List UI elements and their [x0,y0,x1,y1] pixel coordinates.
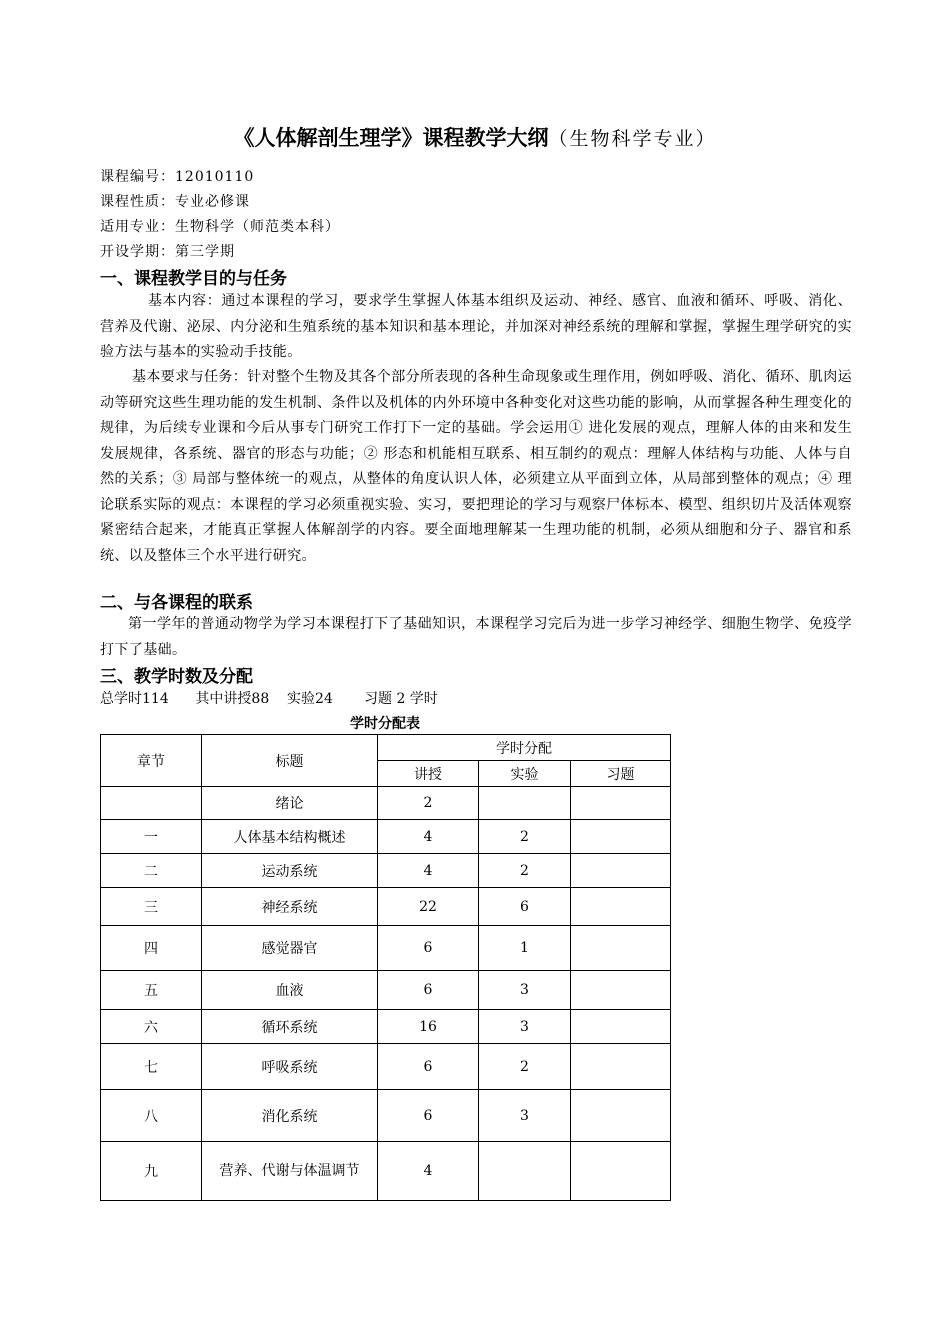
cell-lab: 1 [479,926,571,971]
cell-title: 消化系统 [202,1090,378,1142]
cell-title: 人体基本结构概述 [202,820,378,854]
cell-chapter: 一 [101,820,202,854]
cell-chapter: 二 [101,854,202,888]
title-subtitle: （生物科学专业） [548,128,717,150]
table-row [101,971,671,1010]
cell-lab [479,1142,571,1201]
cell-lecture: 2 [378,787,479,820]
cell-lecture: 4 [378,820,479,854]
cell-lecture: 22 [378,888,479,926]
section-heading-1: 一、课程教学目的与任务 [100,269,287,289]
table-row [101,1090,671,1142]
cell-chapter: 五 [101,971,202,1010]
section-heading-2: 二、与各课程的联系 [100,593,253,613]
course-type: 课程性质：专业必修课 [100,194,250,210]
cell-title: 感觉器官 [202,926,378,971]
cell-lecture: 4 [378,1142,479,1201]
cell-exercise [571,888,671,926]
cell-title: 营养、代谢与体温调节 [202,1142,378,1201]
table-row [101,1010,671,1044]
cell-exercise [571,1090,671,1142]
section-heading-3: 三、教学时数及分配 [100,667,253,687]
cell-chapter [101,787,202,820]
cell-lab: 6 [479,888,571,926]
cell-chapter: 九 [101,1142,202,1201]
table-row [101,1142,671,1201]
header-chapter: 章节 [101,735,202,787]
table-row [101,787,671,820]
cell-chapter: 六 [101,1010,202,1044]
cell-title: 循环系统 [202,1010,378,1044]
cell-title: 血液 [202,971,378,1010]
header-lecture: 讲授 [378,761,479,787]
cell-exercise [571,1010,671,1044]
table-row [101,820,671,854]
table-row [101,926,671,971]
cell-chapter: 三 [101,888,202,926]
cell-lab: 3 [479,1010,571,1044]
course-semester: 开设学期：第三学期 [100,244,235,260]
cell-lab: 3 [479,1090,571,1142]
section1-paragraph-2: 基本要求与任务：针对整个生物及其各个部分所表现的各种生命现象或生理作用，例如呼吸、消化、循环、肌肉运动等研究这些生理功能的发生机制、条件以及机体的内外环境中各种变化对这些功能的影响，从而掌握各种生理变化的规律，为后续专业课和今后从事专门研究工作打下一定的基础。学会运用① 进化发展的观点，理解人体的由来和发生发展规律，各系统、器官的形态与功能；② 形态和机能相互联系、相互制约的观点：理解人体结构与功能、人体与自然的关系；③ 局部与整体统一的观点，从整体的角度认识人体，必须建立从平面到立体，从局部到整体的观点；④ 理论联系实际的观点：本课程的学习必须重视实验、实习，要把理论的学习与观察尸体标本、模型、组织切片及活体观察紧密结合起来，才能真正掌握人体解剖学的内容。要全面地理解某一生理功能的机制，必须从细胞和分子、器官和系统、以及整体三个水平进行研究。 [100,369,852,564]
header-hours-group: 学时分配 [378,735,671,761]
cell-exercise [571,854,671,888]
cell-lab: 2 [479,1044,571,1090]
hours-distribution-table [100,734,671,1201]
table-row [101,888,671,926]
cell-exercise [571,926,671,971]
cell-lecture: 6 [378,926,479,971]
cell-lecture: 6 [378,971,479,1010]
cell-lab: 3 [479,971,571,1010]
cell-exercise [571,1142,671,1201]
cell-title: 呼吸系统 [202,1044,378,1090]
title-main: 《人体解剖生理学》课程教学大纲 [233,126,549,150]
cell-chapter: 七 [101,1044,202,1090]
cell-lecture: 6 [378,1044,479,1090]
header-title: 标题 [202,735,378,787]
table-caption: 学时分配表 [350,716,420,732]
table-row [101,1044,671,1090]
cell-lab [479,787,571,820]
header-lab: 实验 [479,761,571,787]
course-code: 课程编号：12010110 [100,169,255,185]
cell-lecture: 16 [378,1010,479,1044]
total-hours-line: 总学时114 其中讲授88 实验24 习题 2 学时 [100,691,438,707]
cell-title: 绪论 [202,787,378,820]
cell-lab: 2 [479,854,571,888]
section2-paragraph: 第一学年的普通动物学为学习本课程打下了基础知识，本课程学习完后为进一步学习神经学、细胞生物学、免疫学打下了基础。 [100,616,852,658]
course-major: 适用专业：生物科学（师范类本科） [100,219,340,235]
cell-exercise [571,971,671,1010]
cell-title: 神经系统 [202,888,378,926]
cell-chapter: 四 [101,926,202,971]
cell-lab: 2 [479,820,571,854]
cell-chapter: 八 [101,1090,202,1142]
cell-exercise [571,820,671,854]
table-row [101,854,671,888]
cell-title: 运动系统 [202,854,378,888]
section1-paragraph-1: 基本内容：通过本课程的学习，要求学生掌握人体基本组织及运动、神经、感官、血液和循环、呼吸、消化、营养及代谢、泌尿、内分泌和生殖系统的基本知识和基本理论，并加深对神经系统的理解和掌握，掌握生理学研究的实验方法与基本的实验动手技能。 [100,293,852,360]
cell-exercise [571,1044,671,1090]
cell-lecture: 6 [378,1090,479,1142]
document-title [0,124,950,153]
cell-lecture: 4 [378,854,479,888]
cell-exercise [571,787,671,820]
header-exercise: 习题 [571,761,671,787]
